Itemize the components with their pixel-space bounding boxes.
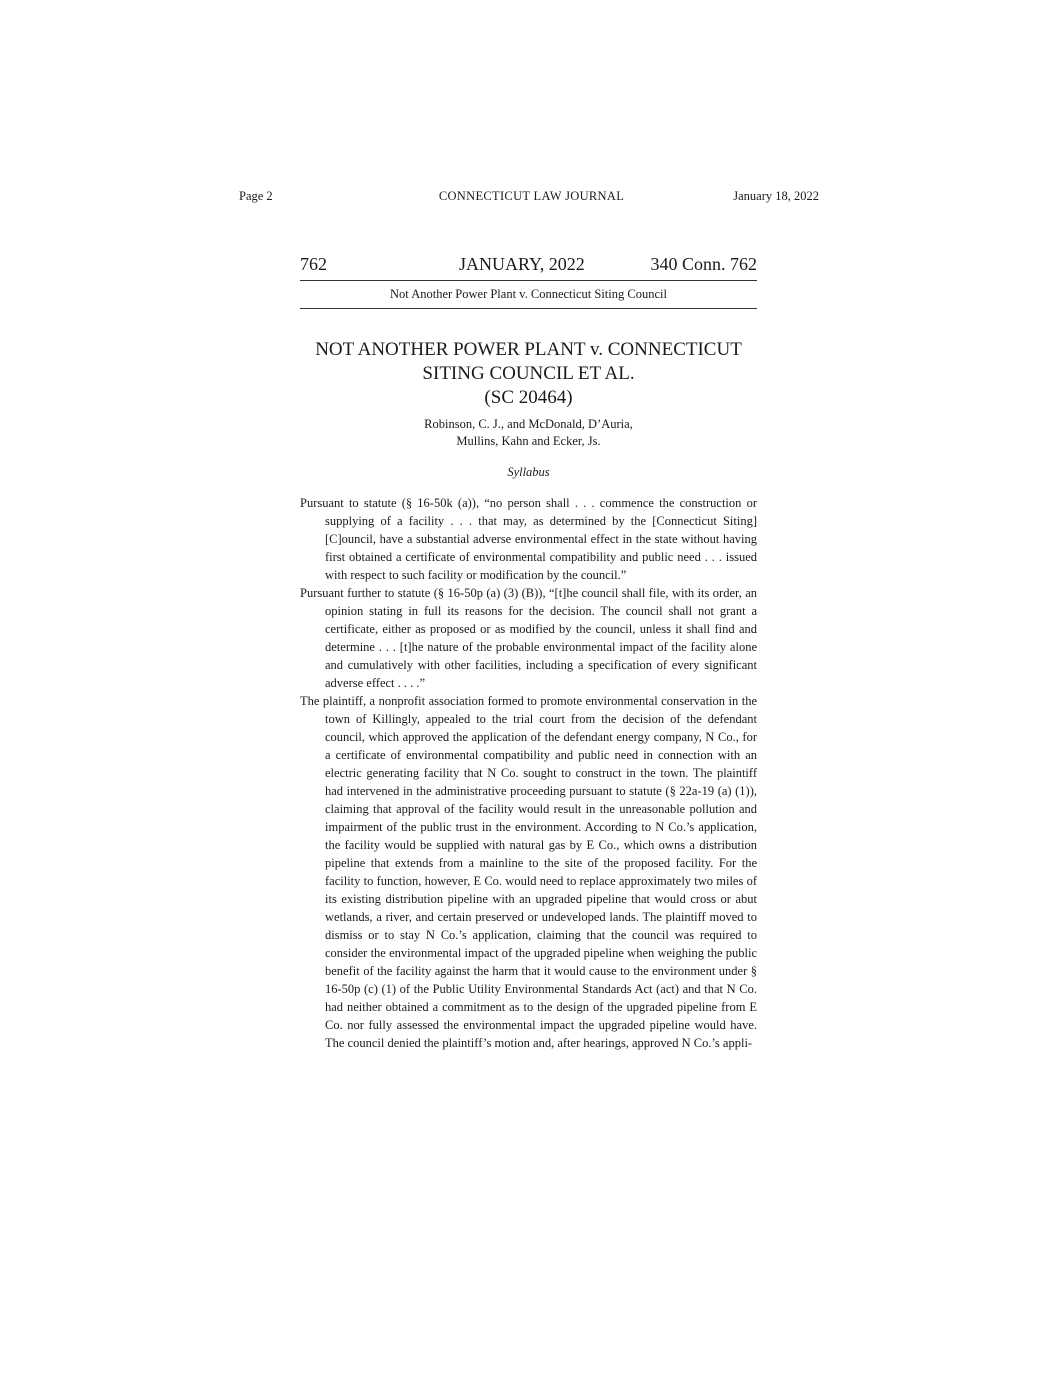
syllabus-paragraph: Pursuant further to statute (§ 16-50p (a) (3) (B)), “[t]he council shall file, with its order, an opinion stating in full its reasons for the decision. The council shall not grant a certificate, either as proposed or as modified by the council, unless it shall find and determine . . . [t]he nature of the probable environmental impact of the facility alone and cumulatively with other facilities, including a specification of every significant adverse effect . . . .” [300,586,757,690]
case-caption-line: Not Another Power Plant v. Connecticut Siting Council [390,287,667,301]
syllabus-heading: Syllabus [507,465,550,479]
case-title [250,338,807,410]
judges [300,416,757,450]
journal-name: CONNECTICUT LAW JOURNAL [438,189,625,203]
issue-date: JANUARY, 2022 [459,254,585,274]
citation: 340 Conn. 762 [650,254,757,274]
case-title-line: SITING COUNCIL ET AL. [422,363,635,384]
page-number: 762 [300,254,327,274]
syllabus-paragraph: The plaintiff, a nonprofit association formed to promote environmental conservation in the town of Killingly, appealed to the trial court from the decision of the defendant council, which approved the application of the defendant energy company, N Co., for a certificate of environmental compatibility and public need in connection with an electric generating facility that N Co. sought to construct in the town. The plaintiff had intervened in the administrative proceeding pursuant to statute (§ 22a-19 (a) (1)), claiming that approval of the facility would result in the unreasonable pollution and impairment of the public trust in the environment. According to N Co.’s application, the facility would be supplied with natural gas by E Co., which owns a distribution pipeline that extends from a mainline to the site of the proposed facility. For the facility to function, however, E Co. would need to replace approximately two miles of its existing distribution pipeline with an upgraded pipeline that would cross or abut wetlands, a river, and certain preserved or undeveloped lands. The plaintiff moved to dismiss or to stay N Co.’s application, claiming that the council was required to consider the environmental impact of the upgraded pipeline when weighing the public benefit of the facility against the harm that it would cause to the environment under § 16-50p (c) (1) of the Public Utility Environmental Standards Act (act) and that N Co. had neither obtained a commitment as to the design of the upgraded pipeline from E Co. nor fully assessed the environmental impact the upgraded pipeline would have. The council denied the plaintiff’s motion and, after hearings, approved N Co.’s appli- [300,694,757,1050]
page-header [0,189,1063,209]
judges-line: Robinson, C. J., and McDonald, D’Auria, [424,417,633,431]
journal-date: January 18, 2022 [733,189,819,203]
docket-number: (SC 20464) [484,387,573,408]
syllabus-paragraph: Pursuant to statute (§ 16-50k (a)), “no person shall . . . commence the construction or supplying of a facility . . . that may, as determined by the [Connecticut Siting] [C]ouncil, have a substantial adverse environmental effect in the state without having first obtained a certificate of environmental compatibility and public need . . . issued with respect to such facility or modification by the council.” [300,496,757,582]
page-label: Page 2 [239,189,273,203]
divider [300,308,757,309]
syllabus-body [300,494,757,1052]
case-title-line: NOT ANOTHER POWER PLANT v. CONNECTICUT [315,339,742,360]
divider [300,280,757,281]
judges-line: Mullins, Kahn and Ecker, Js. [456,434,601,448]
